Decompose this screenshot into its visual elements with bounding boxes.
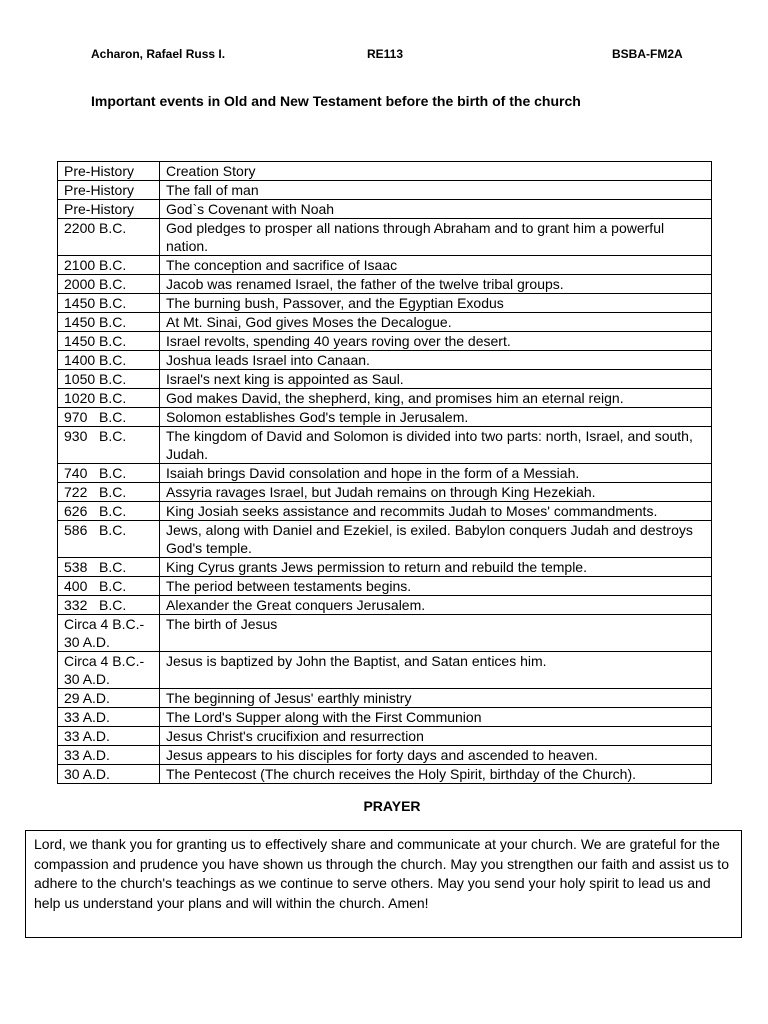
table-row xyxy=(58,275,712,294)
event-description-cell: At Mt. Sinai, God gives Moses the Decalogue. xyxy=(160,313,712,332)
event-date-cell: 722 B.C. xyxy=(58,483,160,502)
event-description-cell: Jacob was renamed Israel, the father of the twelve tribal groups. xyxy=(160,275,712,294)
document-title: Important events in Old and New Testament before the birth of the church xyxy=(91,93,581,109)
event-date-cell: 1450 B.C. xyxy=(58,313,160,332)
event-description-cell: The burning bush, Passover, and the Egyptian Exodus xyxy=(160,294,712,313)
table-row xyxy=(58,727,712,746)
event-description-cell: Isaiah brings David consolation and hope in the form of a Messiah. xyxy=(160,464,712,483)
event-description-cell: The fall of man xyxy=(160,181,712,200)
event-description-cell: God makes David, the shepherd, king, and promises him an eternal reign. xyxy=(160,389,712,408)
event-description-cell: The kingdom of David and Solomon is divided into two parts: north, Israel, and south, Judah. xyxy=(160,427,712,464)
table-row xyxy=(58,558,712,577)
event-description-cell: Creation Story xyxy=(160,162,712,181)
event-date-cell: Circa 4 B.C.- 30 A.D. xyxy=(58,652,160,689)
event-date-cell: 2000 B.C. xyxy=(58,275,160,294)
table-row xyxy=(58,596,712,615)
table-row xyxy=(58,615,712,652)
student-name: Acharon, Rafael Russ I. xyxy=(91,47,226,61)
event-description-cell: God pledges to prosper all nations through Abraham and to grant him a powerful nation. xyxy=(160,219,712,256)
table-row xyxy=(58,200,712,219)
event-description-cell: King Cyrus grants Jews permission to return and rebuild the temple. xyxy=(160,558,712,577)
table-row xyxy=(58,162,712,181)
table-row xyxy=(58,219,712,256)
event-description-cell: Israel's next king is appointed as Saul. xyxy=(160,370,712,389)
event-date-cell: 930 B.C. xyxy=(58,427,160,464)
event-date-cell: 29 A.D. xyxy=(58,689,160,708)
prayer-box xyxy=(25,830,742,938)
event-description-cell: Israel revolts, spending 40 years roving over the desert. xyxy=(160,332,712,351)
prayer-heading: PRAYER xyxy=(363,798,421,814)
event-date-cell: 1020 B.C. xyxy=(58,389,160,408)
event-description-cell: The Pentecost (The church receives the Holy Spirit, birthday of the Church). xyxy=(160,765,712,784)
events-table-body xyxy=(58,162,712,784)
table-row xyxy=(58,332,712,351)
event-date-cell: Pre-History xyxy=(58,200,160,219)
event-date-cell: 538 B.C. xyxy=(58,558,160,577)
table-row xyxy=(58,256,712,275)
table-row xyxy=(58,502,712,521)
event-description-cell: King Josiah seeks assistance and recommits Judah to Moses' commandments. xyxy=(160,502,712,521)
event-description-cell: The beginning of Jesus' earthly ministry xyxy=(160,689,712,708)
table-row xyxy=(58,746,712,765)
table-row xyxy=(58,294,712,313)
event-date-cell: Pre-History xyxy=(58,162,160,181)
event-date-cell: 626 B.C. xyxy=(58,502,160,521)
events-table xyxy=(57,161,712,784)
event-description-cell: The conception and sacrifice of Isaac xyxy=(160,256,712,275)
table-row xyxy=(58,389,712,408)
event-date-cell: 2200 B.C. xyxy=(58,219,160,256)
table-row xyxy=(58,313,712,332)
event-date-cell: 2100 B.C. xyxy=(58,256,160,275)
event-description-cell: Solomon establishes God's temple in Jerusalem. xyxy=(160,408,712,427)
event-date-cell: 33 A.D. xyxy=(58,746,160,765)
event-description-cell: Alexander the Great conquers Jerusalem. xyxy=(160,596,712,615)
event-date-cell: Circa 4 B.C.- 30 A.D. xyxy=(58,615,160,652)
table-row xyxy=(58,708,712,727)
table-row xyxy=(58,427,712,464)
event-description-cell: The period between testaments begins. xyxy=(160,577,712,596)
event-date-cell: 586 B.C. xyxy=(58,521,160,558)
event-date-cell: 1450 B.C. xyxy=(58,294,160,313)
event-description-cell: The birth of Jesus xyxy=(160,615,712,652)
event-date-cell: Pre-History xyxy=(58,181,160,200)
event-date-cell: 400 B.C. xyxy=(58,577,160,596)
event-description-cell: Jesus Christ's crucifixion and resurrection xyxy=(160,727,712,746)
table-row xyxy=(58,765,712,784)
table-row xyxy=(58,521,712,558)
event-date-cell: 1450 B.C. xyxy=(58,332,160,351)
event-date-cell: 970 B.C. xyxy=(58,408,160,427)
table-row xyxy=(58,370,712,389)
course-code: RE113 xyxy=(367,47,404,61)
section-code: BSBA-FM2A xyxy=(612,47,683,61)
event-description-cell: God`s Covenant with Noah xyxy=(160,200,712,219)
event-description-cell: Assyria ravages Israel, but Judah remains on through King Hezekiah. xyxy=(160,483,712,502)
table-row xyxy=(58,464,712,483)
table-row xyxy=(58,351,712,370)
table-row xyxy=(58,181,712,200)
event-description-cell: Jews, along with Daniel and Ezekiel, is exiled. Babylon conquers Judah and destroys God's temple. xyxy=(160,521,712,558)
table-row xyxy=(58,689,712,708)
table-row xyxy=(58,577,712,596)
event-date-cell: 33 A.D. xyxy=(58,727,160,746)
table-row xyxy=(58,652,712,689)
event-date-cell: 30 A.D. xyxy=(58,765,160,784)
document-header xyxy=(0,47,768,65)
event-description-cell: Joshua leads Israel into Canaan. xyxy=(160,351,712,370)
event-date-cell: 1400 B.C. xyxy=(58,351,160,370)
event-description-cell: Jesus appears to his disciples for forty days and ascended to heaven. xyxy=(160,746,712,765)
table-row xyxy=(58,483,712,502)
event-date-cell: 1050 B.C. xyxy=(58,370,160,389)
event-description-cell: The Lord's Supper along with the First Communion xyxy=(160,708,712,727)
table-row xyxy=(58,408,712,427)
event-date-cell: 740 B.C. xyxy=(58,464,160,483)
event-date-cell: 332 B.C. xyxy=(58,596,160,615)
event-description-cell: Jesus is baptized by John the Baptist, and Satan entices him. xyxy=(160,652,712,689)
event-date-cell: 33 A.D. xyxy=(58,708,160,727)
prayer-text: Lord, we thank you for granting us to effectively share and communicate at your church. We are grateful for the compassion and prudence you have shown us through the church. May you strengthen our faith and assist us to adhere to the church's teachings as we continue to serve others. May you send your holy spirit to lead us and help us understand your plans and will within the church. Amen! xyxy=(34,836,729,911)
